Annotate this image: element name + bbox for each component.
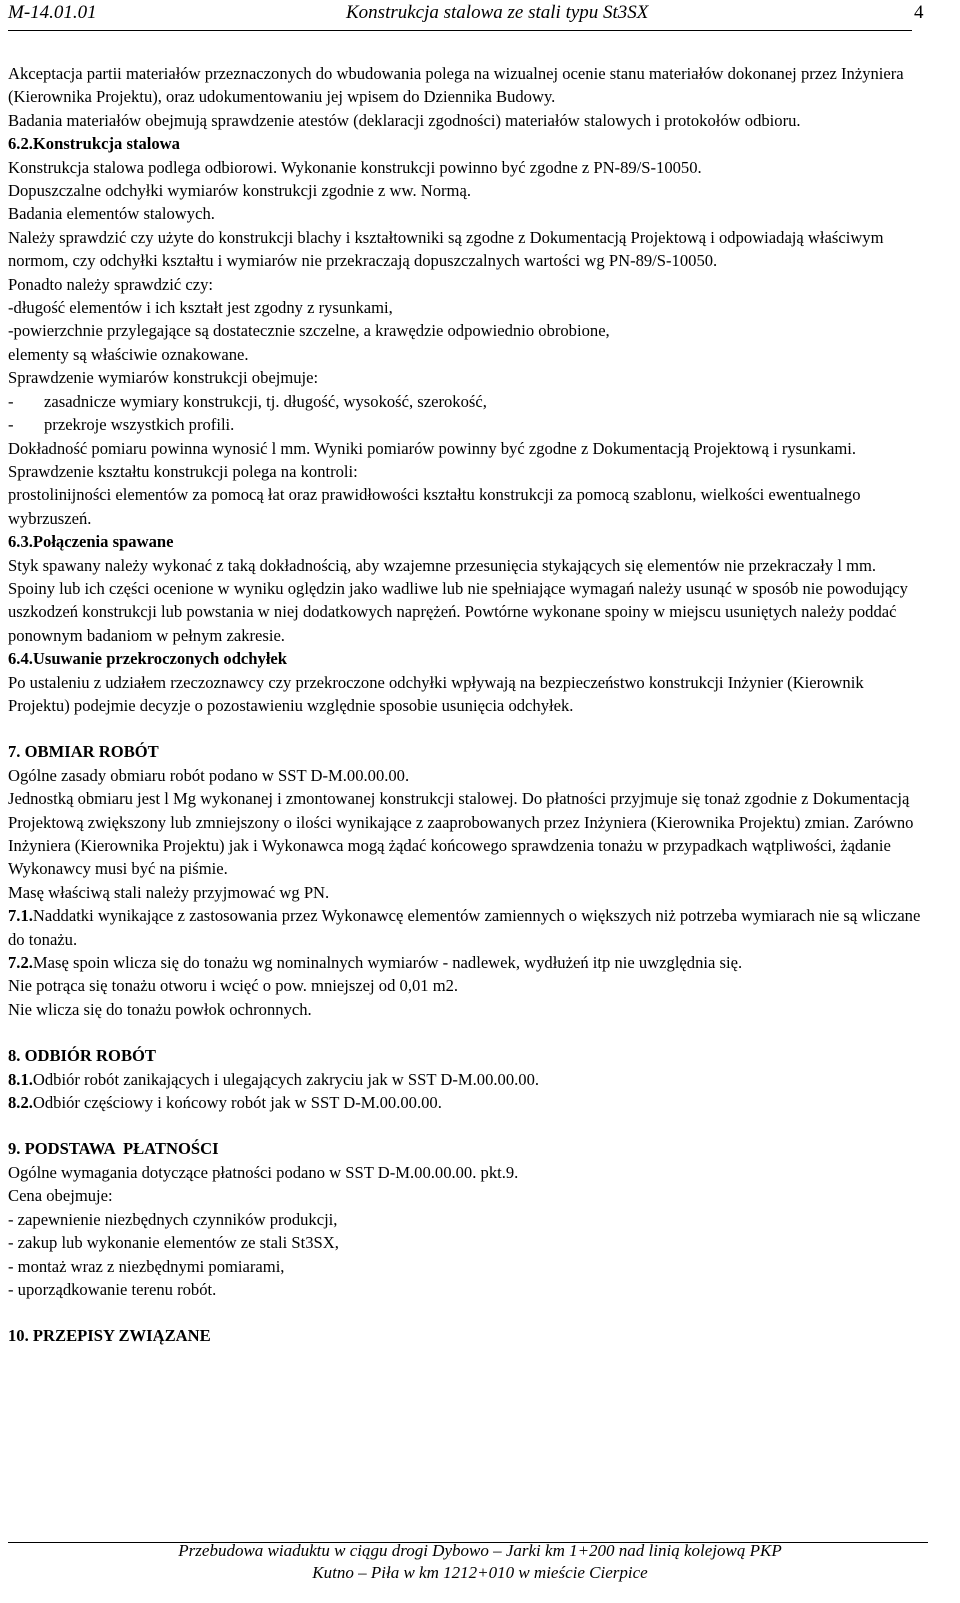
subsection-text: Masę spoin wlicza się do tonażu wg nominalnych wymiarów - nadlewek, wydłużeń itp nie uwzględnia się. xyxy=(32,953,743,973)
subsection-text: Odbiór częściowy i końcowy robót jak w SST D-M.00.00.00. xyxy=(32,1093,442,1113)
section-heading-9: 9. PODSTAWA PŁATNOŚCI xyxy=(8,1139,219,1159)
paragraph: Masę właściwą stali należy przyjmować wg PN. xyxy=(8,882,330,902)
paragraph: Badania elementów stalowych. xyxy=(8,204,215,224)
paragraph: -powierzchnie przylegające są dostatecznie szczelne, a krawędzie odpowiednio obrobione, xyxy=(8,321,610,341)
section-heading-8: 8. ODBIÓR ROBÓT xyxy=(8,1046,156,1066)
list-dash: - xyxy=(8,415,14,435)
paragraph: Należy sprawdzić czy użyte do konstrukcji blachy i kształtowniki są zgodne z Dokumentacją Projektową i odpowiadają właściwym normom, czy odchyłki kształtu i wymiarów nie przekraczają dopuszczalnych wartości wg PN-89/S-10050. xyxy=(8,227,884,271)
section-number: 8.2. xyxy=(8,1093,33,1113)
section-heading-7: 7. OBMIAR ROBÓT xyxy=(8,742,159,762)
page-number: 4 xyxy=(914,2,924,23)
paragraph: Nie potrąca się tonażu otworu i wcięć o pow. mniejszej od 0,01 m2. xyxy=(8,976,459,996)
subsection-7-2 xyxy=(8,951,928,974)
section-heading-6-2 xyxy=(8,132,928,155)
paragraph: Dopuszczalne odchyłki wymiarów konstrukcji zgodnie z ww. Normą. xyxy=(8,181,471,201)
paragraph: Ogólne zasady obmiaru robót podano w SST D-M.00.00.00. xyxy=(8,765,410,785)
spec-title: Konstrukcja stalowa ze stali typu St3SX xyxy=(346,2,649,23)
paragraph: Dokładność pomiaru powinna wynosić l mm. Wyniki pomiarów powinny być zgodne z Dokumentacją Projektową i rysunkami. xyxy=(8,438,857,458)
paragraph: Badania materiałów obejmują sprawdzenie atestów (deklaracji zgodności) materiałów stalowych i protokołów odbioru. xyxy=(8,110,801,130)
section-number: 6.4. xyxy=(8,649,33,669)
spacer xyxy=(8,1114,928,1137)
paragraph: Konstrukcja stalowa podlega odbiorowi. Wykonanie konstrukcji powinno być zgodne z PN-89/S-10050. xyxy=(8,157,702,177)
paragraph: Jednostką obmiaru jest l Mg wykonanej i zmontowanej konstrukcji stalowej. Do płatności przyjmuje się tonaż zgodnie z Dokumentacją Projektową zwiększony lub zmniejszony o ilości wynikające z zaaprobowanych przez Inżyniera (Kierownika Projektu) zmian. Zarówno Inżyniera (Kierownika Projektu) jak i Wykonawca mogą żądać końcowego sprawdzenia tonażu w przypadkach wątpliwości, żądanie Wykonawcy musi być na piśmie. xyxy=(8,789,914,879)
paragraph: elementy są właściwie oznakowane. xyxy=(8,344,249,364)
section-title: Połączenia spawane xyxy=(32,532,174,552)
list-item xyxy=(8,413,928,436)
list-item: - montaż wraz z niezbędnymi pomiarami, xyxy=(8,1256,285,1276)
paragraph: Cena obejmuje: xyxy=(8,1186,113,1206)
footer-line: Przebudowa wiaduktu w ciągu drogi Dybowo – Jarki km 1+200 nad linią kolejową PKP xyxy=(178,1541,782,1560)
section-number: 6.3. xyxy=(8,532,33,552)
spacer xyxy=(8,717,928,740)
page-header xyxy=(8,0,924,34)
paragraph: prostolinijności elementów za pomocą łat oraz prawidłowości kształtu konstrukcji za pomocą szablonu, wielkości ewentualnego wybrzuszeń. xyxy=(8,485,861,528)
subsection-7-1 xyxy=(8,904,928,951)
section-title: Usuwanie przekroczonych odchyłek xyxy=(32,649,288,669)
spec-code: M-14.01.01 xyxy=(8,2,97,23)
paragraph: Ponadto należy sprawdzić czy: xyxy=(8,274,214,294)
footer-line: Kutno – Piła w km 1212+010 w mieście Cierpice xyxy=(312,1563,648,1582)
list-item: - zakup lub wykonanie elementów ze stali St3SX, xyxy=(8,1233,339,1253)
list-item xyxy=(8,390,928,413)
section-title: Konstrukcja stalowa xyxy=(32,134,180,154)
spacer xyxy=(8,1021,928,1044)
section-heading-10: 10. PRZEPISY ZWIĄZANE xyxy=(8,1326,211,1346)
section-number: 6.2. xyxy=(8,134,33,154)
page-footer xyxy=(0,1540,960,1584)
paragraph: Ogólne wymagania dotyczące płatności podano w SST D-M.00.00.00. pkt.9. xyxy=(8,1162,519,1182)
section-number: 7.2. xyxy=(8,953,33,973)
paragraph: Akceptacja partii materiałów przeznaczonych do wbudowania polega na wizualnej ocenie stanu materiałów dokonanej przez Inżyniera (Kierownika Projektu), oraz udokumentowaniu jej wpisem do Dziennika Budowy. xyxy=(8,64,904,107)
list-item-text: zasadnicze wymiary konstrukcji, tj. długość, wysokość, szerokość, xyxy=(44,391,487,411)
paragraph: Sprawdzenie wymiarów konstrukcji obejmuje: xyxy=(8,368,319,388)
paragraph: Styk spawany należy wykonać z taką dokładnością, aby wzajemne przesunięcia stykających się elementów nie przekraczały l mm. xyxy=(8,555,877,575)
paragraph: Po ustaleniu z udziałem rzeczoznawcy czy przekroczone odchyłki wpływają na bezpieczeństwo konstrukcji Inżynier (Kierownik Projektu) podejmie decyzje o pozostawieniu względnie sposobie usunięcia odchyłek. xyxy=(8,672,864,715)
document-body xyxy=(8,62,928,1348)
spacer xyxy=(8,1301,928,1324)
paragraph: Sprawdzenie kształtu konstrukcji polega na kontroli: xyxy=(8,461,358,481)
section-number: 7.1. xyxy=(8,906,33,926)
subsection-text: Naddatki wynikające z zastosowania przez Wykonawcę elementów zamiennych o większych niż potrzeba wymiarach nie są wliczane do tonażu. xyxy=(8,906,921,949)
list-item: - uporządkowanie terenu robót. xyxy=(8,1279,217,1299)
paragraph: Spoiny lub ich części ocenione w wyniku oględzin jako wadliwe lub nie spełniające wymagań należy usunąć w sposób nie powodujący uszkodzeń konstrukcji lub powstania w niej dodatkowych naprężeń. Powtórne wykonane spoiny w miejscu usuniętych należy poddać ponownym badaniom w pełnym zakresie. xyxy=(8,578,908,645)
subsection-8-2 xyxy=(8,1091,928,1114)
list-item: - zapewnienie niezbędnych czynników produkcji, xyxy=(8,1209,338,1229)
subsection-text: Odbiór robót zanikających i ulegających zakryciu jak w SST D-M.00.00.00. xyxy=(32,1069,540,1089)
section-number: 8.1. xyxy=(8,1069,33,1089)
subsection-8-1 xyxy=(8,1068,928,1091)
paragraph: -długość elementów i ich kształt jest zgodny z rysunkami, xyxy=(8,298,393,318)
list-dash: - xyxy=(8,391,14,411)
section-heading-6-4 xyxy=(8,647,928,670)
section-heading-6-3 xyxy=(8,530,928,553)
header-rule xyxy=(8,30,912,31)
list-item-text: przekroje wszystkich profili. xyxy=(44,415,235,435)
paragraph: Nie wlicza się do tonażu powłok ochronnych. xyxy=(8,999,312,1019)
